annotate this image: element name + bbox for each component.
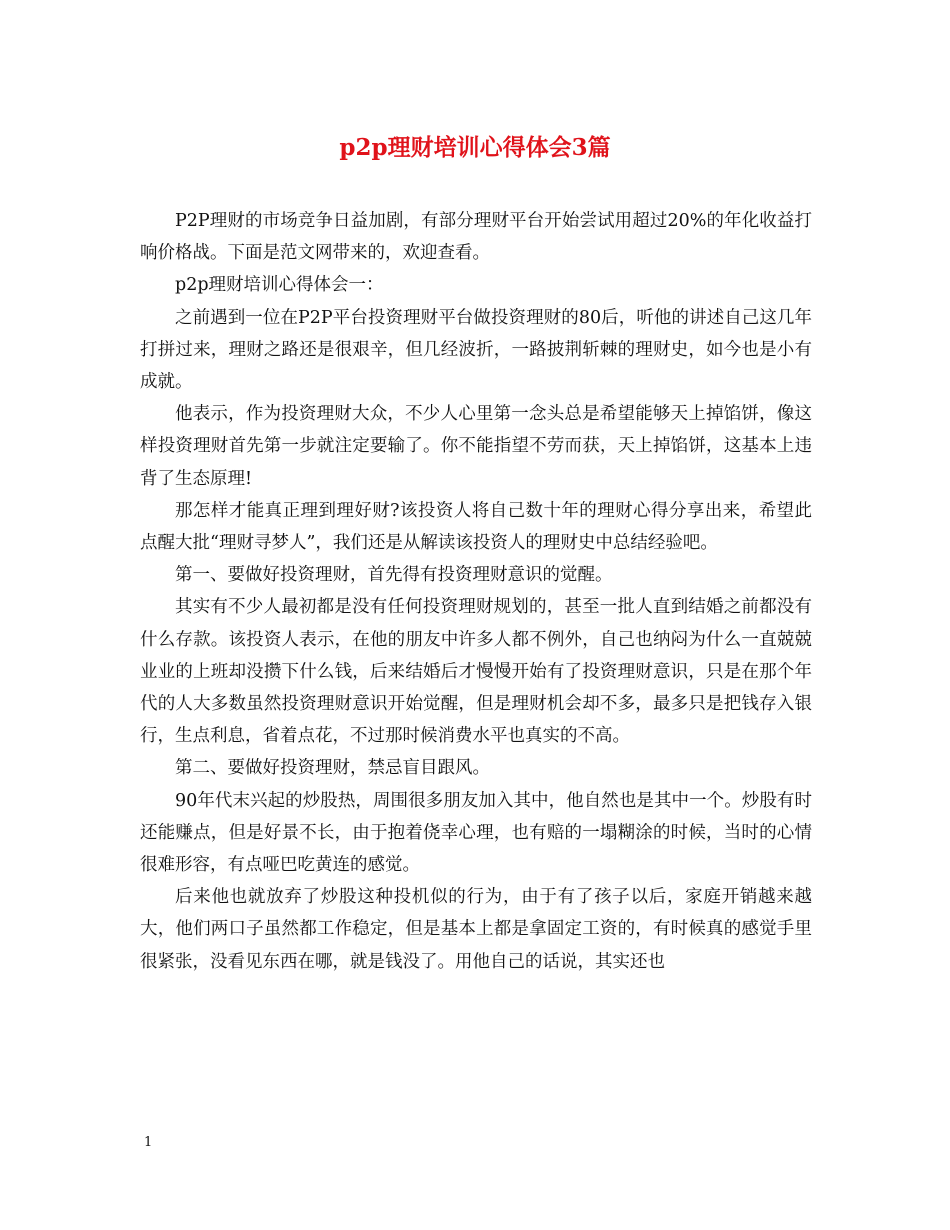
paragraph-section-heading: p2p理财培训心得体会一： [175,275,384,296]
paragraph: 后来他也就放弃了炒股这种投机似的行为，由于有了孩子以后，家庭开销越来越大，他们两口子虽然都工作稳定，但是基本上都是拿固定工资的，有时候真的感觉手里很紧张，没看见东西在哪，就是钱没了。用他自己的话说，其实还也 [140,887,812,972]
paragraph: 那怎样才能真正理到理好财?该投资人将自己数十年的理财心得分享出来，希望此点醒大批“理财寻梦人”，我们还是从解读该投资人的理财史中总结经验吧。 [140,500,812,554]
paragraph-intro: P2P理财的市场竞争日益加剧，有部分理财平台开始尝试用超过20%的年化收益打响价格战。下面是范文网带来的，欢迎查看。 [140,211,812,264]
document-title: p2p理财培训心得体会3篇 [339,134,611,161]
document-body [140,205,812,978]
paragraph: 90年代末兴起的炒股热，周围很多朋友加入其中，他自然也是其中一个。炒股有时还能赚点，但是好景不长，由于抱着侥幸心理，也有赔的一塌糊涂的时候，当时的心情很难形容，有点哑巴吃黄连的感觉。 [140,790,812,876]
paragraph: 之前遇到一位在P2P平台投资理财平台做投资理财的80后，听他的讲述自己这几年打拼过来，理财之路还是很艰辛，但几经波折，一路披荆斩棘的理财史，如今也是小有成就。 [140,307,812,393]
paragraph: 他表示，作为投资理财大众，不少人心里第一念头总是希望能够天上掉馅饼，像这样投资理财首先第一步就注定要输了。你不能指望不劳而获，天上掉馅饼，这基本上违背了生态原理! [140,404,812,489]
paragraph-point-heading: 第二、要做好投资理财，禁忌盲目跟风。 [175,758,490,779]
page-number: 1 [144,1135,153,1150]
paragraph: 其实有不少人最初都是没有任何投资理财规划的，甚至一批人直到结婚之前都没有什么存款。该投资人表示，在他的朋友中许多人都不例外，自己也纳闷为什么一直兢兢业业的上班却没攒下什么钱，后来结婚后才慢慢开始有了投资理财意识，只是在那个年代的人大多数虽然投资理财意识开始觉醒，但是理财机会却不多，最多只是把钱存入银行，生点利息，省着点花，不过那时候消费水平也真实的不高。 [140,597,812,747]
paragraph-point-heading: 第一、要做好投资理财，首先得有投资理财意识的觉醒。 [175,565,613,586]
